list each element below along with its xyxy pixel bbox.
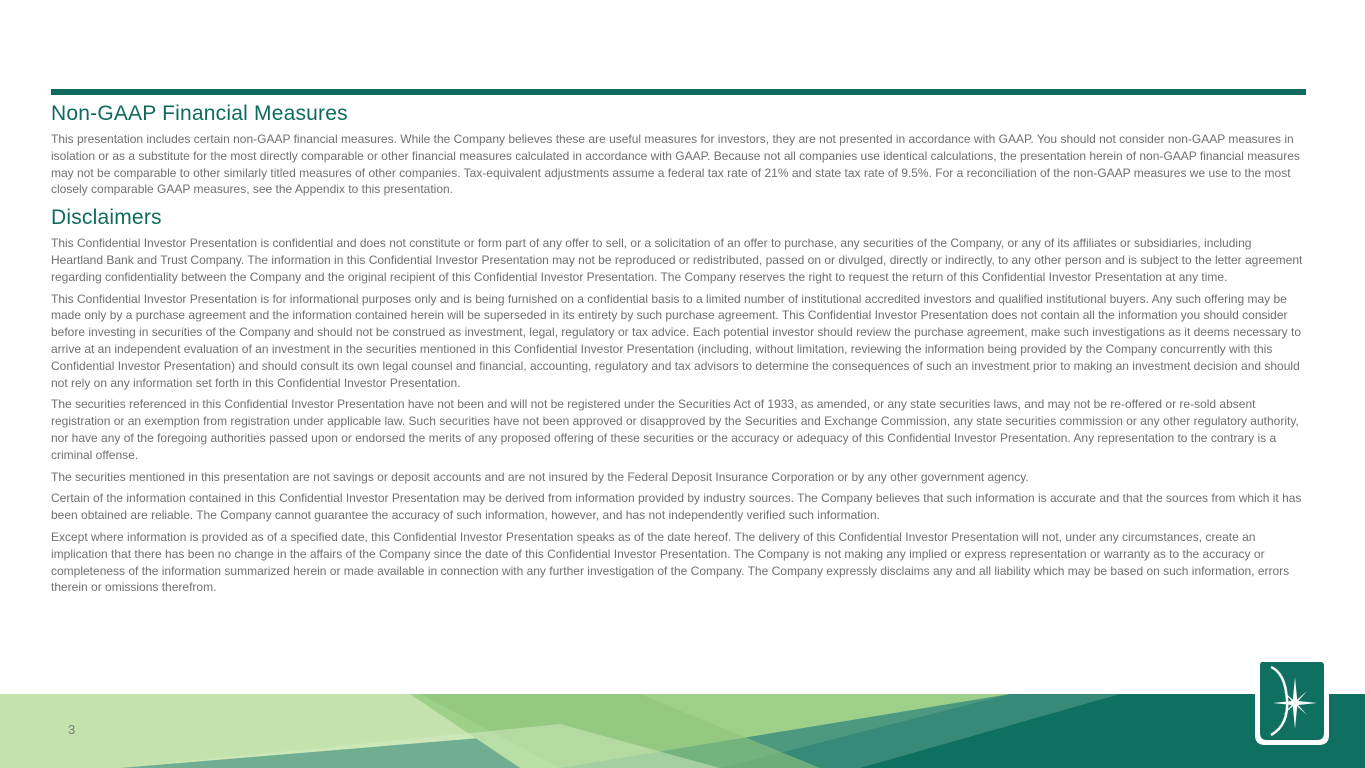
disclaimers-body bbox=[51, 235, 1306, 596]
header-rule bbox=[51, 89, 1306, 95]
disclaimer-paragraph-informational: This Confidential Investor Presentation is for informational purposes only and is being furnished on a confidential basis to a limited number of institutional accredited investors and qualified institutional buyers. Any such offering may be made only by a purchase agreement and the information contained herein will be superseded in its entirety by such purchase agreement. This Confidential Investor Presentation does not contain all the information you should consider before investing in securities of the Company and should not be construed as investment, legal, regulatory or tax advice. Each potential investor should review the purchase agreement, make such investigations as it deems necessary to arrive at an independent evaluation of an investment in the securities mentioned in this Confidential Investor Presentation (including, without limitation, reviewing the information being provided by the Company concurrently with this Confidential Investor Presentation) and should consult its own legal counsel and financial, accounting, regulatory and tax advisors to determine the consequences of such an investment prior to making an investment decision and should not rely on any information set forth in this Confidential Investor Presentation. bbox=[51, 291, 1302, 390]
disclaimer-paragraph-date: Except where information is provided as of a specified date, this Confidential Investor Presentation speaks as of the date hereof. The delivery of this Confidential Investor Presentation will not, under any circumstances, create an implication that there has been no change in the affairs of the Company since the date of this Confidential Investor Presentation. The Company is not making any implied or express representation or warranty as to the accuracy or completeness of the information summarized herein or made available in connection with any further investigation of the Company. The Company expressly disclaims any and all liability which may be based on such information, errors therein or omissions therefrom. bbox=[51, 529, 1290, 595]
disclaimer-paragraph-fdic: The securities mentioned in this presentation are not savings or deposit accounts and are not insured by the Federal Deposit Insurance Corporation or by any other government agency. bbox=[51, 469, 1029, 484]
footer-band bbox=[0, 694, 1365, 768]
disclaimer-paragraph-registration: The securities referenced in this Confidential Investor Presentation have not been and will not be registered under the Securities Act of 1933, as amended, or any state securities laws, and may not be re-offered or re-sold absent registration or an exemption from registration under applicable law. Such securities have not been approved or disapproved by the Securities and Exchange Commission, any state securities commission or any other regulatory authority, nor have any of the foregoing authorities passed upon or endorsed the merits of any proposed offering of these securities or the accuracy or adequacy of this Confidential Investor Presentation. Any representation to the contrary is a criminal offense. bbox=[51, 397, 1299, 462]
disclaimer-paragraph-sources: Certain of the information contained in this Confidential Investor Presentation may be derived from information provided by industry sources. The Company believes that such information is accurate and that the sources from which it has been obtained are reliable. The Company cannot guarantee the accuracy of such information, however, and has not independently verified such information. bbox=[51, 491, 1302, 523]
non-gaap-paragraph: This presentation includes certain non-GAAP financial measures. While the Company believes these are useful measures for investors, they are not presented in accordance with GAAP. You should not consider non-GAAP measures in isolation or as a substitute for the most directly comparable or other financial measures calculated in accordance with GAAP. Because not all companies use identical calculations, the presentation herein of non-GAAP financial measures may not be comparable to other similarly titled measures of other companies. Tax-equivalent adjustments assume a federal tax rate of 21% and state tax rate of 9.5%. For a reconciliation of the non-GAAP measures we use to the most closely comparable GAAP measures, see the Appendix to this presentation. bbox=[51, 132, 1300, 197]
page-number: 3 bbox=[68, 722, 76, 737]
non-gaap-title: Non-GAAP Financial Measures bbox=[51, 102, 348, 125]
disclaimers-title: Disclaimers bbox=[51, 206, 162, 230]
heartland-logo-icon bbox=[1251, 653, 1333, 749]
slide-content bbox=[51, 100, 1306, 596]
footer-band-graphic bbox=[0, 694, 1365, 768]
disclaimer-paragraph-confidentiality: This Confidential Investor Presentation is confidential and does not constitute or form part of any offer to sell, or a solicitation of an offer to purchase, any securities of the Company, or any of its affiliates or subsidiaries, including Heartland Bank and Trust Company. The information in this Confidential Investor Presentation may not be reproduced or redistributed, passed on or divulged, directly or indirectly, to any other person and is subject to the letter agreement regarding confidentiality between the Company and the original recipient of this Confidential Investor Presentation. The Company reserves the right to request the return of this Confidential Investor Presentation at any time. bbox=[51, 236, 1303, 284]
non-gaap-body bbox=[51, 131, 1306, 198]
